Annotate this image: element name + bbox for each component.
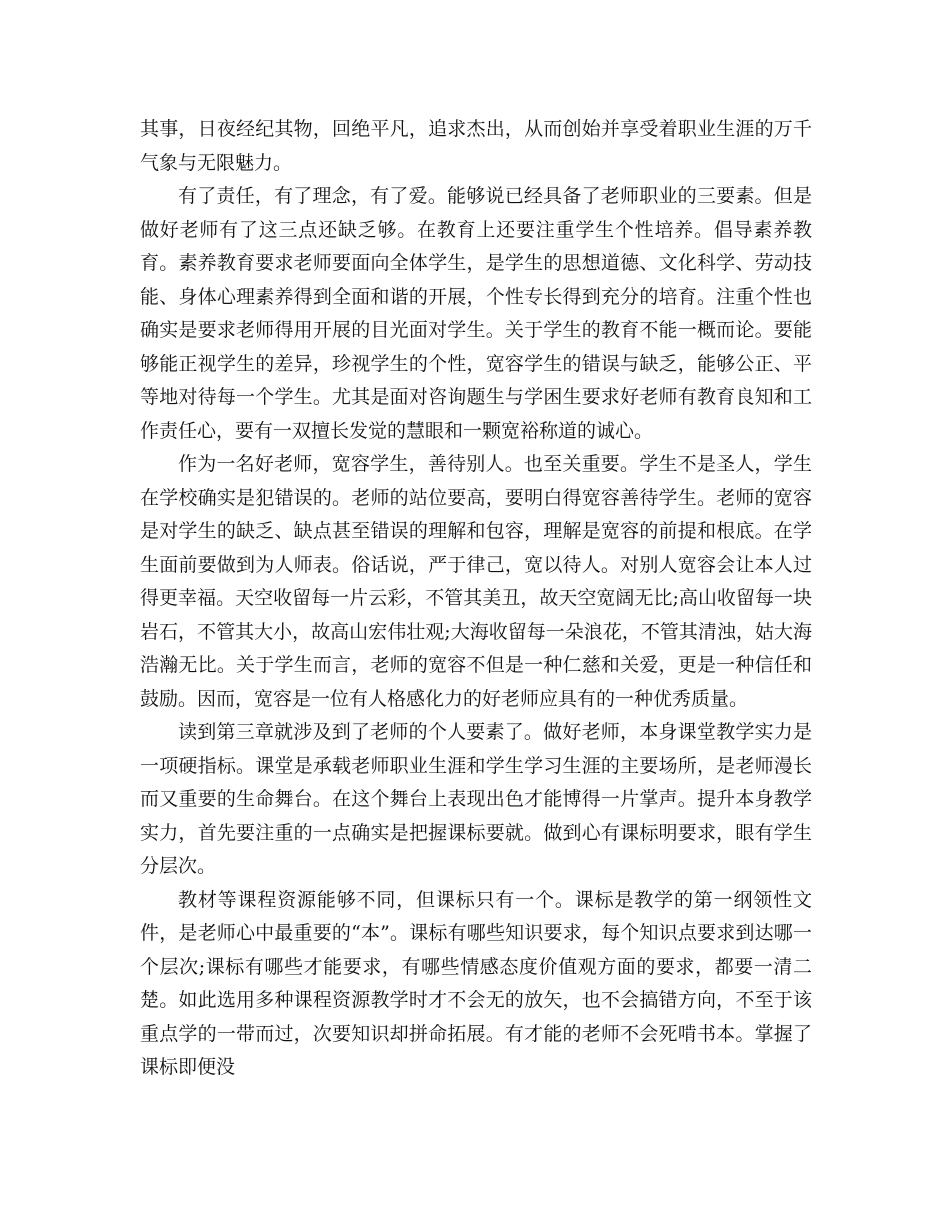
- paragraph-1: 其事，日夜经纪其物，回绝平凡，追求杰出，从而创始并享受着职业生涯的万千气象与无限魅力。: [140, 118, 812, 174]
- paragraph-5: 教材等课程资源能够不同，但课标只有一个。课标是教学的第一纲领性文件，是老师心中最重要的“本”。课标有哪些知识要求，每个知识点要求到达哪一个层次;课标有哪些才能要求，有哪些情感态度价值观方面的要求，都要一清二楚。如此选用多种课程资源教学时才不会无的放矢，也不会搞错方向，不至于该重点学的一带而过，次要知识却拼命拓展。有才能的老师不会死啃书本。掌握了课标即便没: [140, 888, 812, 1078]
- document-page: [140, 113, 812, 1085]
- paragraph-2: 有了责任，有了理念，有了爱。能够说已经具备了老师职业的三要素。但是做好老师有了这三点还缺乏够。在教育上还要注重学生个性培养。倡导素养教育。素养教育要求老师要面向全体学生，是学生的思想道德、文化科学、劳动技能、身体心理素养得到全面和谐的开展，个性专长得到充分的培育。注重个性也确实是要求老师得用开展的目光面对学生。关于学生的教育不能一概而论。要能够能正视学生的差异，珍视学生的个性，宽容学生的错误与缺乏，能够公正、平等地对待每一个学生。尤其是面对咨询题生与学困生要求好老师有教育良知和工作责任心，要有一双擅长发觉的慧眼和一颗宽裕称道的诚心。: [140, 185, 812, 442]
- paragraph-3: 作为一名好老师，宽容学生，善待别人。也至关重要。学生不是圣人，学生在学校确实是犯错误的。老师的站位要高，要明白得宽容善待学生。老师的宽容是对学生的缺乏、缺点甚至错误的理解和包容，理解是宽容的前提和根底。在学生面前要做到为人师表。俗话说，严于律己，宽以待人。对别人宽容会让本人过得更幸福。天空收留每一片云彩，不管其美丑，故天空宽阔无比;高山收留每一块岩石，不管其大小，故高山宏伟壮观;大海收留每一朵浪花，不管其清浊，姑大海浩瀚无比。关于学生而言，老师的宽容不但是一种仁慈和关爱，更是一种信任和鼓励。因而，宽容是一位有人格感化力的好老师应具有的一种优秀质量。: [140, 453, 812, 710]
- paragraph-4: 读到第三章就涉及到了老师的个人要素了。做好老师，本身课堂教学实力是一项硬指标。课堂是承载老师职业生涯和学生学习生涯的主要场所，是老师漫长而又重要的生命舞台。在这个舞台上表现出色才能博得一片掌声。提升本身教学实力，首先要注重的一点确实是把握课标要就。做到心有课标明要求，眼有学生分层次。: [140, 721, 812, 877]
